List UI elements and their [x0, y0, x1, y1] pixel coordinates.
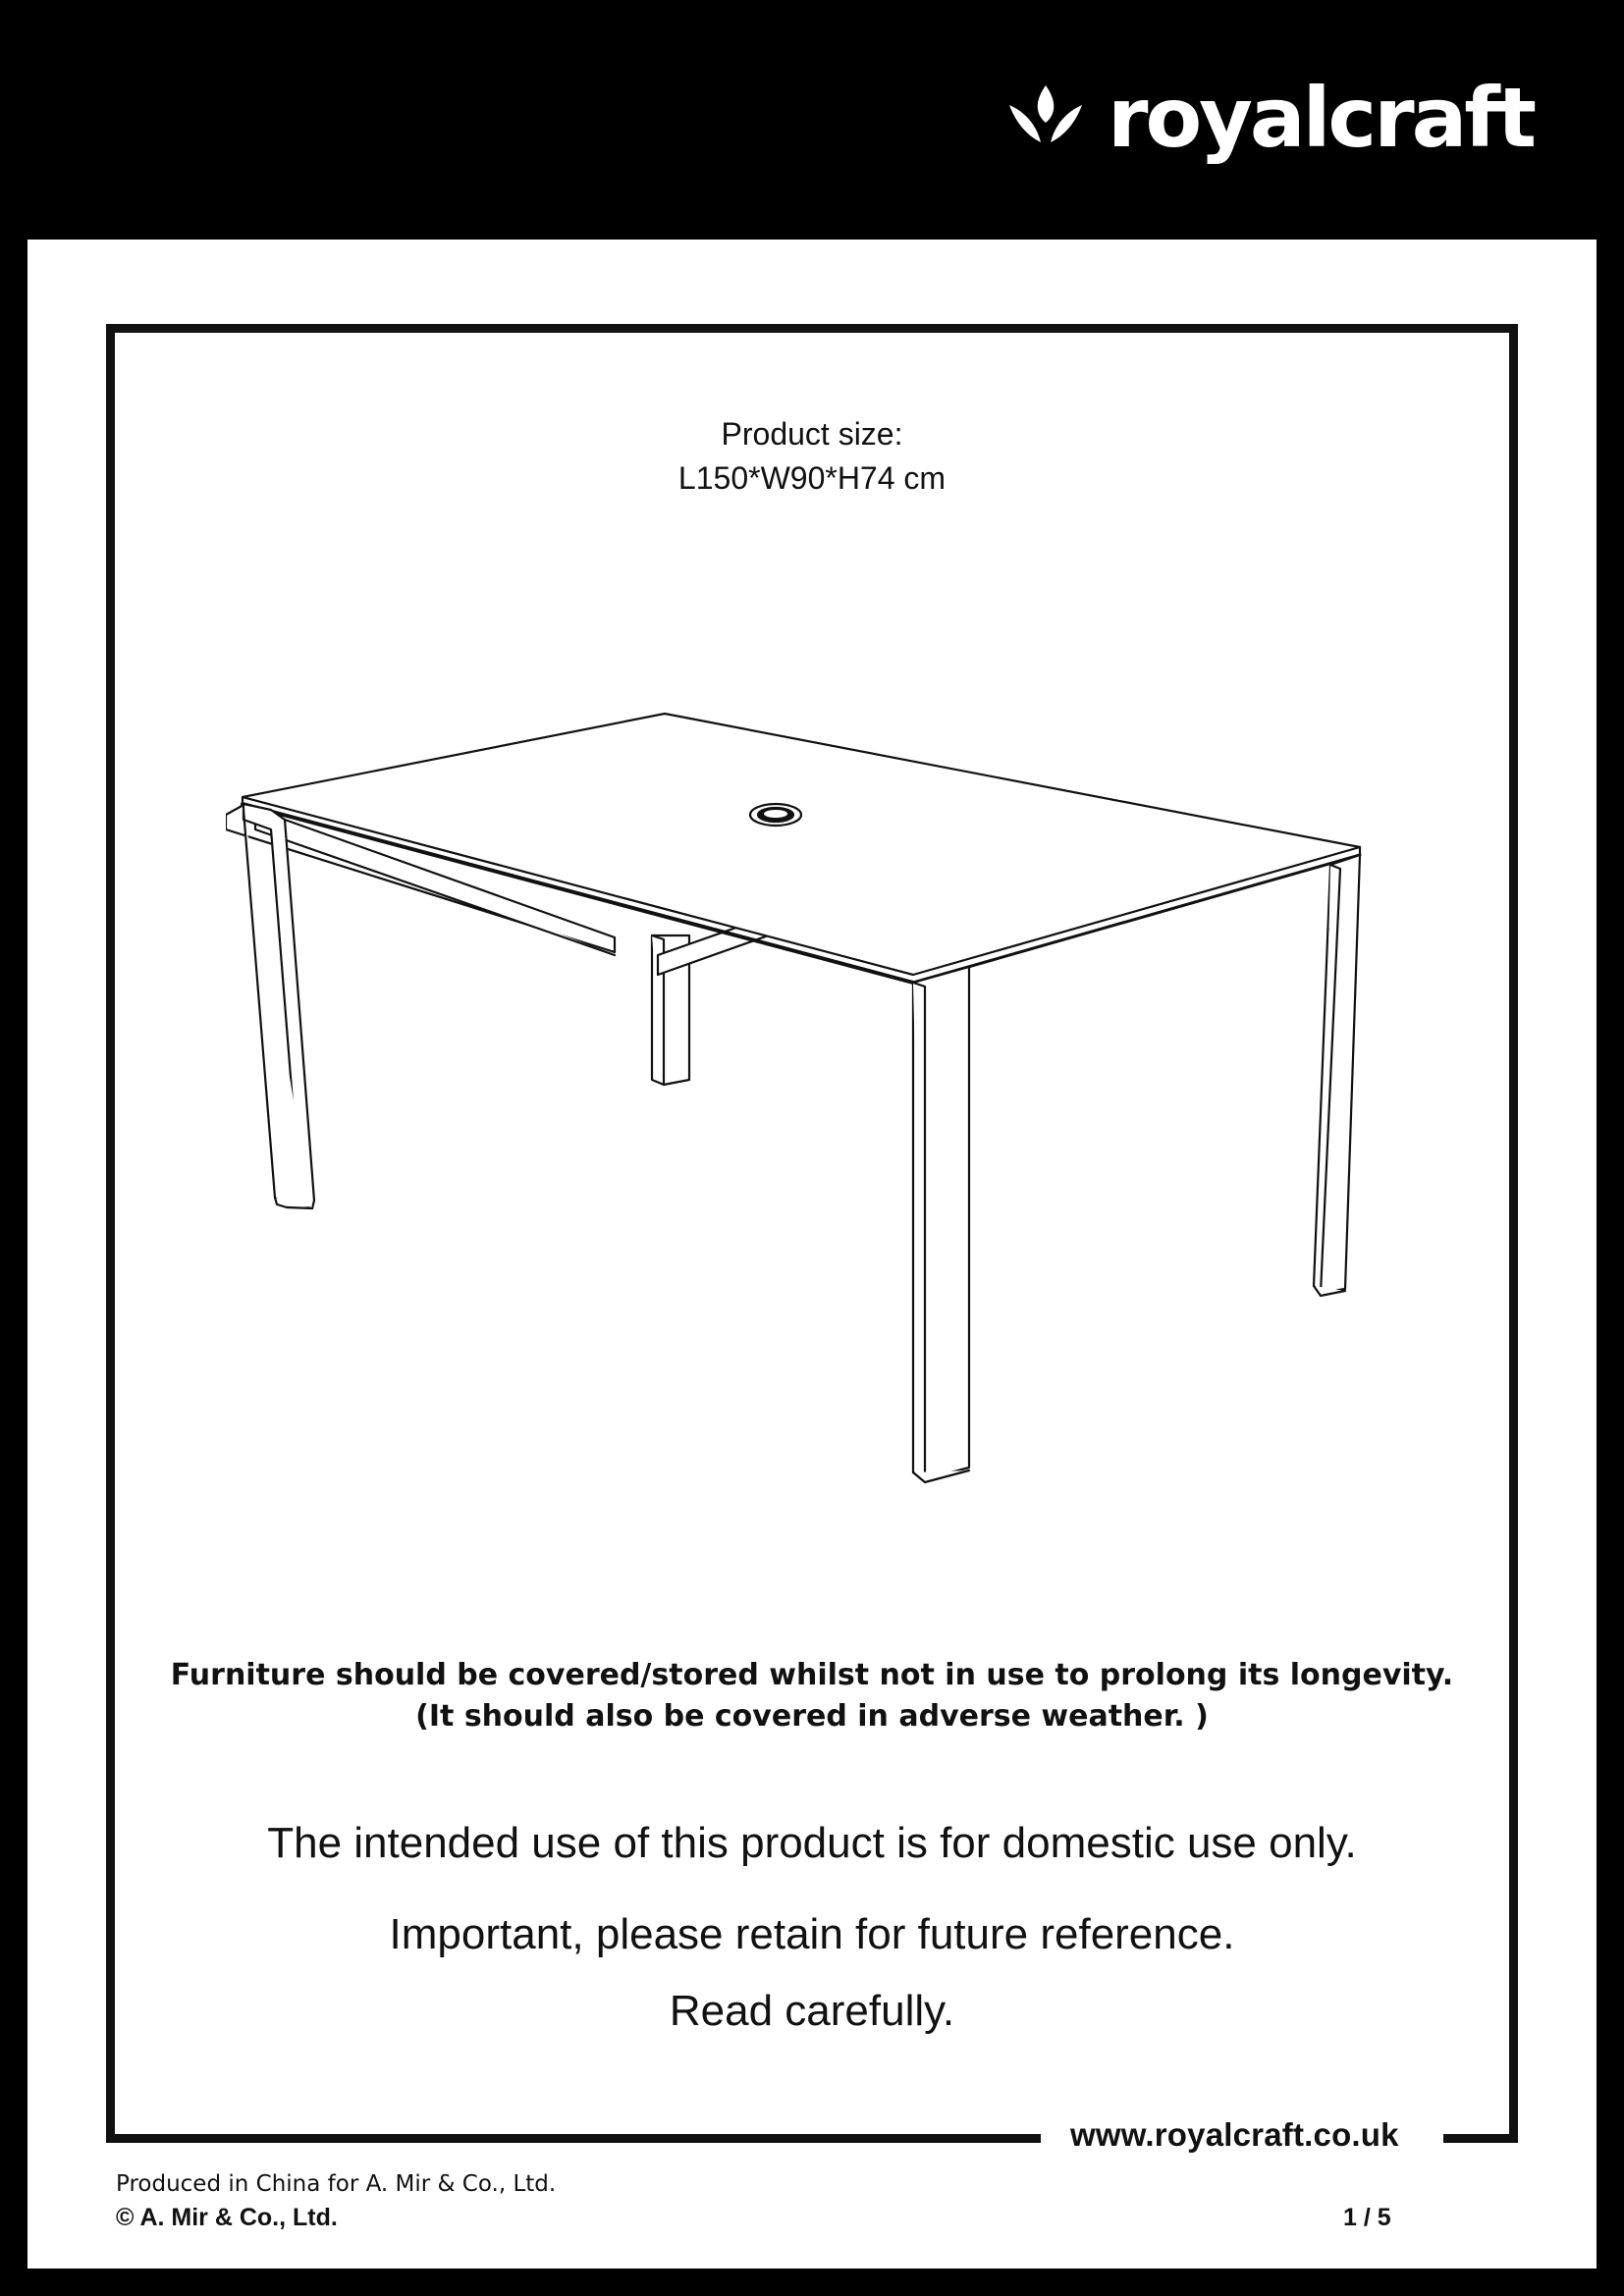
website-url: www.royalcraft.co.uk — [1070, 2116, 1399, 2153]
header-bar — [0, 0, 1624, 240]
table-leg-left — [244, 804, 314, 1208]
table-leg-front — [913, 967, 969, 1482]
care-notice-line-1: Furniture should be covered/stored whilst not in use to prolong its longevity. — [170, 1658, 1454, 1692]
read-carefully-text: Read carefully. — [669, 1987, 955, 2035]
domestic-use-text: The intended use of this product is for domestic use only. — [267, 1819, 1357, 1867]
produced-by-text: Produced in China for A. Mir & Co., Ltd. — [116, 2171, 557, 2197]
crown-flame-icon — [1003, 83, 1088, 152]
retain-notice: Important, please retain for future reference. — [389, 1910, 1235, 1958]
table-leg-right — [1314, 855, 1360, 1296]
product-size — [0, 412, 1624, 501]
table-top — [243, 714, 1360, 983]
care-notice — [0, 1655, 1624, 1737]
copyright-text: © A. Mir & Co., Ltd. — [116, 2204, 338, 2231]
brand-logo — [1003, 69, 1534, 167]
care-notice-line-2: (It should also be covered in adverse weather. ) — [415, 1699, 1209, 1734]
table-illustration — [226, 702, 1365, 1487]
product-size-label: Product size: — [721, 416, 903, 452]
umbrella-hole — [750, 804, 801, 826]
product-size-value: L150*W90*H74 cm — [677, 460, 947, 496]
brand-name: royalcraft — [1108, 70, 1534, 166]
page-number: 1 / 5 — [1343, 2204, 1391, 2231]
